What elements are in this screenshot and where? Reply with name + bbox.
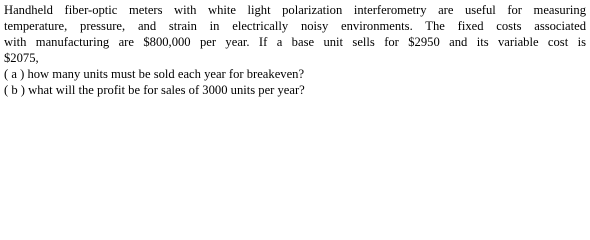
- question-a: [4, 66, 586, 82]
- question-b: [4, 82, 586, 98]
- question-b-text: what will the profit be for sales of 3000 units per year?: [28, 83, 305, 97]
- problem-line-1: Handheld fiber-optic meters with white light polarization interferometry are useful for measuring: [4, 3, 586, 17]
- question-a-label: ( a ): [4, 67, 25, 81]
- problem-paragraph: [4, 2, 586, 66]
- problem-line-4: $2075,: [4, 51, 39, 65]
- problem-statement: [4, 2, 586, 98]
- question-b-label: ( b ): [4, 83, 25, 97]
- problem-line-2: temperature, pressure, and strain in electrically noisy environments. The fixed costs associated: [4, 19, 586, 33]
- question-a-text: how many units must be sold each year for breakeven?: [27, 67, 305, 81]
- problem-line-3: with manufacturing are $800,000 per year. If a base unit sells for $2950 and its variable cost is: [4, 35, 586, 49]
